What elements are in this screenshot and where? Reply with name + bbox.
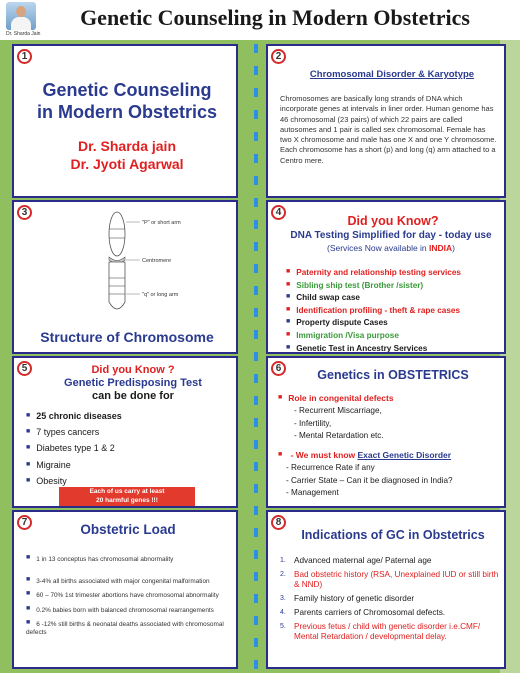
service-note: (Services Now available in INDIA) — [326, 243, 456, 253]
list-item: ■ 60 – 70% 1st trimester abortions have chromosomal abnormality — [26, 590, 231, 600]
panel-heading: Indications of GC in Obstetrics — [301, 528, 485, 542]
list-item: ■ Obesity — [26, 473, 232, 489]
list-item: - Management — [286, 488, 339, 497]
harmful-genes-banner: Each of us carry at least 20 harmful genes !!! — [59, 487, 195, 506]
list-item: ■ 6 -12% still births & neonatal deaths associated with chromosomal defects — [26, 619, 231, 637]
panel-heading: Did you Know ? — [91, 364, 175, 376]
panel-obstetric-load — [12, 510, 238, 669]
panel-number: 7 — [17, 515, 32, 530]
exact-disorder-link: Exact Genetic Disorder — [357, 450, 452, 460]
list-item: ■ Property dispute Cases — [286, 316, 504, 329]
list-item: ■ 1 in 13 conceptus has chromosomal abnormality — [26, 554, 231, 564]
panel-number: 8 — [271, 515, 286, 530]
list-item: - Recurrence Rate if any — [286, 463, 375, 472]
list-item: 4. Parents carriers of Chromosomal defects. — [280, 608, 446, 617]
panel-heading: Obstetric Load — [80, 522, 176, 537]
label-centromere: Centromere — [142, 258, 172, 264]
list-item: - Carrier State – Can it be diagnosed in India? — [286, 475, 453, 485]
panel-number: 2 — [271, 49, 286, 64]
list-item: 1. Advanced maternal age/ Paternal age — [280, 556, 432, 565]
panel-genetics-obstetrics — [266, 356, 506, 508]
list-item: - Recurrent Miscarriage, — [294, 406, 382, 415]
indication-list — [280, 556, 502, 642]
panel-number: 1 — [17, 49, 32, 64]
country-highlight: INDIA — [429, 243, 453, 253]
must-know-line: ■ - We must know Exact Genetic Disorder — [278, 450, 451, 460]
panel-dna-testing — [266, 200, 506, 354]
panel-title-heading: Genetic Counseling in Modern Obstetrics — [36, 80, 218, 122]
label-q-arm: "q" or long arm — [142, 292, 179, 298]
list-item: ■ Immigration /Visa purpose — [286, 329, 504, 342]
panel-number: 4 — [271, 205, 286, 220]
list-item: 3. Family history of genetic disorder — [280, 594, 415, 603]
panel-heading: Chromosomal Disorder & Karyotype — [309, 69, 475, 80]
author-name: Dr. Sharda jain — [77, 138, 177, 154]
column-divider — [254, 44, 258, 669]
poster-title: Genetic Counseling in Modern Obstetrics — [80, 5, 470, 30]
chromosome-diagram — [14, 202, 238, 320]
testing-list — [286, 266, 504, 354]
list-item: ■ 7 types cancers — [26, 424, 232, 440]
diagram-caption: Structure of Chromosome — [40, 329, 214, 345]
list-item: ■ 0.2% babies born with balanced chromosomal rearrangements — [26, 605, 231, 615]
condition-list — [26, 408, 232, 489]
list-item: - Mental Retardation etc. — [294, 431, 384, 440]
list-item: ■ 25 chronic diseases — [26, 408, 232, 424]
panel-heading: Did you Know? — [347, 214, 439, 228]
panel-number: 3 — [17, 205, 32, 220]
load-list — [26, 554, 231, 637]
role-list — [294, 405, 384, 443]
panel-title — [12, 44, 238, 198]
author-name: Dr. Jyoti Agarwal — [70, 156, 184, 172]
must-know-list — [286, 462, 453, 500]
list-item: ■ Paternity and relationship testing services — [286, 266, 504, 279]
panel-predisposing — [12, 356, 238, 508]
list-item: ■ Sibling ship test (Brother /sister) — [286, 279, 504, 292]
panel-heading: Genetics in OBSTETRICS — [317, 368, 469, 382]
list-item: 5. Previous fetus / child with genetic disorder i.e.CMF/ Mental Retardation / developmental delay. — [280, 622, 481, 641]
panel-subheading: Genetic Predisposing Test — [64, 377, 202, 389]
list-item: ■ Genetic Test in Ancestry Services — [286, 342, 504, 354]
list-item: 2. Bad obstetric history (RSA, Unexplained IUD or still birth & NND) — [280, 570, 499, 589]
list-item: ■ Diabetes type 1 & 2 — [26, 440, 232, 456]
list-item: ■ Child swap case — [286, 291, 504, 304]
list-item: - Infertility, — [294, 418, 332, 428]
panel-subheading: can be done for — [92, 390, 174, 402]
panel-subheading: DNA Testing Simplified for day - today use — [290, 230, 492, 241]
list-item: ■ Identification profiling - theft & rape cases — [286, 304, 504, 317]
label-p-arm: "P" or short arm — [142, 220, 181, 226]
author-photo — [6, 2, 41, 38]
panel-number: 5 — [17, 361, 32, 376]
role-heading: ■ Role in congenital defects — [278, 393, 394, 403]
panel-indications — [266, 510, 506, 669]
list-item: ■ Migraine — [26, 457, 232, 473]
panel-body-text: Chromosomes are basically long strands of DNA which incorporate genes at intervals in liner order. Human genome has 46 chromosomal (23 pairs) of which 22 pairs are called autosomes and 1 pair is called sex chromosomal. Female has two X chromosome and male has one X and one Y chromosome. Each chromosome has a short (p) and long (q) arm attached to a Centro mere. — [280, 94, 497, 165]
list-item: ■ 3-4% all births associated with major congenital malformation — [26, 576, 231, 586]
photo-caption: Dr. Sharda Jain — [6, 31, 41, 37]
poster-header — [0, 0, 520, 40]
panel-number: 6 — [271, 361, 286, 376]
panel-karyotype — [266, 44, 506, 198]
panel-chromosome — [12, 200, 238, 354]
